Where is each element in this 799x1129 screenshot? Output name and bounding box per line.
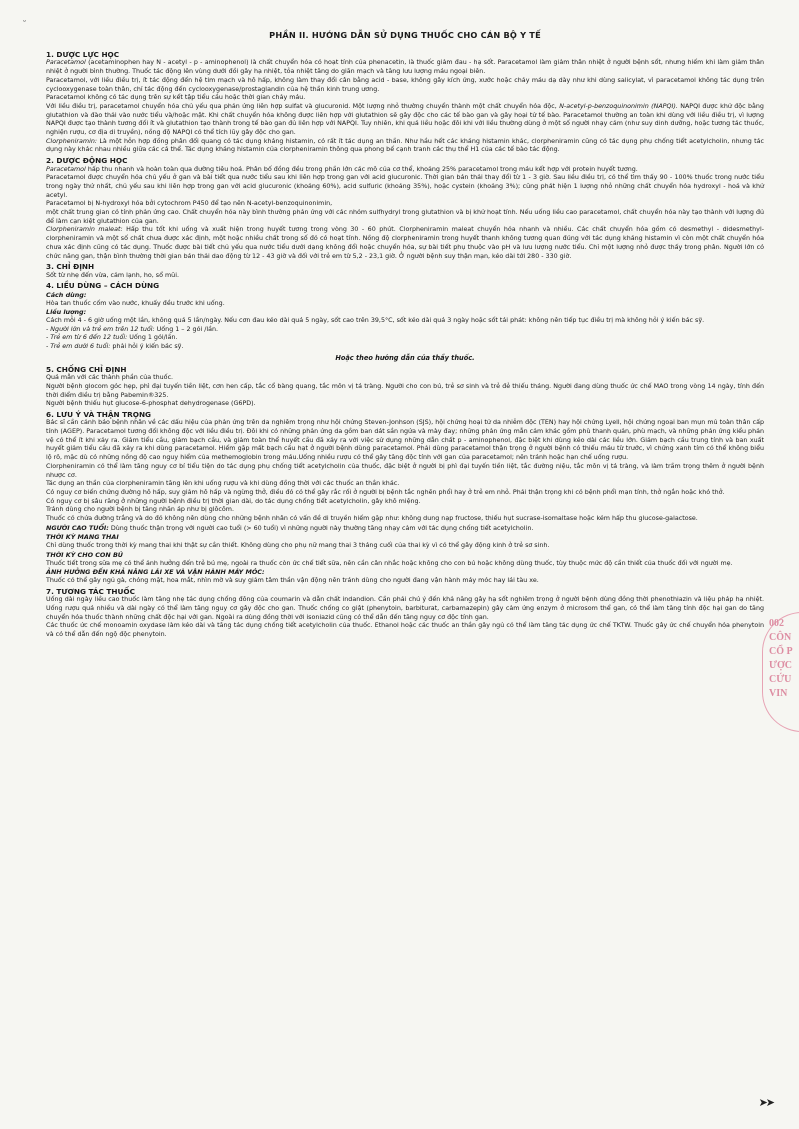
document-page xyxy=(46,26,764,640)
paragraph xyxy=(46,138,764,155)
paragraph: Sốt từ nhẹ đến vừa, cảm lạnh, ho, sổ mũi. xyxy=(46,271,179,279)
term: - Trẻ em từ 6 đến 12 tuổi: xyxy=(46,334,128,342)
paragraph: một chất trung gian có tính phản ứng cao. Chất chuyển hóa này bình thường phản ứng với các nhóm sulfhydryl trong glutathion và bị khử hoạt tính. Nếu uống liều cao paracetamol, chất chuyển hóa này tạo thành với lượng đủ để làm cạn kiệt glutathion của gan. xyxy=(46,209,764,225)
stamp-text: CỔ P xyxy=(769,646,793,657)
paragraph: Clorpheniramin có thể làm tăng nguy cơ bí tiểu tiện do tác dụng phụ chống tiết acetylcholin của thuốc, đặc biệt ở người bị phì đại tuyến tiền liệt, tắc đường niệu, tắc môn vị tá tràng, và làm trầm trọng thêm ở người bệnh nhược cơ. xyxy=(46,462,764,479)
text: (acetaminophen hay N - acetyl - p - aminophenol) là chất chuyển hóa có hoạt tính của phenacetin, là thuốc giảm đau - hạ sốt. Paracetamol làm giảm thân nhiệt ở người bệnh sốt, nhưng hiếm khi làm giảm thân nhiệt ở người bình thường. Thuốc tác động lên vùng dưới đồi gây hạ nhiệt, tỏa nhiệt tăng do giãn mạch và tăng lưu lượng máu ngoại biên. xyxy=(46,59,764,76)
section-heading-indications: 3. CHỈ ĐỊNH xyxy=(46,262,95,272)
paragraph: Quá mẫn với các thành phần của thuốc. xyxy=(46,374,174,382)
term: Paracetamol xyxy=(46,165,86,173)
text: NAPQI được khử độc bằng glutathion và đào thải vào nước tiểu và/hoặc mật. Khi chất chuyển hóa không được liên hợp với glutathion sẽ gây độc cho các tế bào gan và gây hoại tử tế bào. Paracetamol thường an toàn khi dùng với liều điều trị, vì lượng NAPQI được tạo thành tương đối ít và glutathion tạo thành trong tế bào gan đủ liên hợp với NAPQI. Tuy nhiên, khi quá liều hoặc đôi khi với liều thường dùng ở một số người nhạy cảm (như suy dinh dưỡng, hoặc tương tác thuốc, nghiện rượu, cơ địa di truyền), nồng độ NAPQI có thể tích lũy gây độc cho gan. xyxy=(46,102,764,137)
section-heading-dosage: 4. LIỀU DÙNG – CÁCH DÙNG xyxy=(46,281,160,291)
paragraph: Hòa tan thuốc cốm vào nước, khuấy đều trước khi uống. xyxy=(46,299,225,307)
subheading: ẢNH HƯỞNG ĐẾN KHẢ NĂNG LÁI XE VÀ VẬN HÀNH MÁY MÓC: xyxy=(46,568,265,577)
paragraph: Thuốc có thể gây ngủ gà, chóng mặt, hoa mắt, nhìn mờ và suy giảm tâm thần vận động nên tránh dùng cho người đang vận hành máy móc hay lái tàu xe. xyxy=(46,577,539,584)
text: Dùng thuốc thận trọng với người cao tuổi (> 60 tuổi) vì những người này thường tăng nhạy cảm với tác dụng chống tiết acetylcholin. xyxy=(110,524,534,532)
continue-arrow-icon: ➤➤ xyxy=(758,1096,773,1109)
paragraph: Bác sĩ cần cảnh báo bệnh nhân về các dấu hiệu của phản ứng trên da nghiêm trọng như hội chứng Steven-Jonhson (SJS), hội chứng hoại tử da nhiễm độc (TEN) hay hội chứng Lyell, hội chứng ngoại ban mụn mủ toàn thân cấp tính (AGEP). Paracetamol tương đối không độc với liều điều trị. Đôi khi có những phản ứng da gồm ban dát sần ngứa và mày đay; những phản ứng mẫn cảm khác gồm phù thanh quản, phù mạch, và những phản ứng kiểu phản vệ có thể ít khi xảy ra. Giảm tiểu cầu, giảm bạch cầu, và giảm toàn thể huyết cầu đã xảy ra với việc sử dụng những dẫn chất p - aminophenol, đặc biệt khi dùng kéo dài các liều lớn. Giảm bạch cầu trung tính và ban xuất huyết giảm tiểu cầu đã xảy ra khi dùng paracetamol. Hiếm gặp mất bạch cầu hạt ở người bệnh dùng paracetamol. Phải dùng paracetamol thận trọng ở người bệnh có thiếu máu từ trước, vì chứng xanh tím có thể không biểu lộ rõ, mặc dù có những nồng độ cao nguy hiểm của methemoglobin trong máu.Uống nhiều rượu có thể gây tăng độc tính với gan của paracetamol; nên tránh hoặc hạn chế uống rượu. xyxy=(46,419,764,462)
section-heading-pharmacokinetics: 2. DƯỢC ĐỘNG HỌC xyxy=(46,156,128,166)
stamp-text: CỨU xyxy=(769,674,792,685)
paragraph xyxy=(46,166,764,175)
term: Clorpheniramin maleat: xyxy=(46,226,123,234)
paragraph: Người bệnh glocom góc hẹp, phì đại tuyến tiền liệt, cơn hen cấp, tắc cổ bàng quang, tắc môn vị tá tràng. Người cho con bú, trẻ sơ sinh và trẻ đẻ thiếu tháng. Người đang dùng thuốc ức chế MAO trong vòng 14 ngày, tính đến thời điểm điều trị bằng Pabemin®325. xyxy=(46,382,764,399)
list-item xyxy=(46,326,764,335)
text: Với liều điều trị, paracetamol chuyển hóa chủ yếu qua phản ứng liên hợp sulfat và glucuronid. Một lượng nhỏ thường chuyển thành một chất chuyển hóa độc, xyxy=(46,102,557,110)
section-heading-contraindications: 5. CHỐNG CHỈ ĐỊNH xyxy=(46,364,127,374)
paragraph: Thuốc tiết trong sữa mẹ có thể ảnh hưởng đến trẻ bú mẹ, ngoài ra thuốc còn ức chế tiết sữa, nên cần cân nhắc hoặc không cho con bú hoặc không dùng thuốc, tùy thuộc mức độ cần thiết của thuốc đối với người mẹ. xyxy=(46,559,733,567)
term: NGƯỜI CAO TUỔI: xyxy=(46,523,109,532)
paragraph: Cách mỗi 4 - 6 giờ uống một lần, không quá 5 lần/ngày. Nếu cơn đau kéo dài quá 5 ngày, sốt cao trên 39,5°C, sốt kéo dài quá 3 ngày hoặc sốt tái phát: không nên tiếp tục điều trị mà không hỏi ý kiến bác sỹ. xyxy=(46,316,705,324)
term: Clorpheniramin: xyxy=(46,137,98,145)
subheading: THỜI KỲ MANG THAI xyxy=(46,533,119,542)
term: - Trẻ em dưới 6 tuổi: xyxy=(46,343,111,351)
text: Uống 1 – 2 gói /lần. xyxy=(156,325,219,333)
section-heading-precautions: 6. LƯU Ý VÀ THẬN TRỌNG xyxy=(46,409,152,419)
paragraph: Có nguy cơ biến chứng đường hô hấp, suy giảm hô hấp và ngừng thở, điều đó có thể gây rắc rối ở người bị bệnh tắc nghẽn phổi hay ở trẻ em nhỏ. Phải thận trọng khi có bệnh phổi mạn tính, thở ngắn hoặc khó thở. xyxy=(46,488,725,496)
paragraph: Các thuốc ức chế monoamin oxydase làm kéo dài và tăng tác dụng chống tiết acetylcholin của thuốc. Ethanol hoặc các thuốc an thần gây ngủ có thể làm tăng tác dụng ức chế TKTW. Thuốc gây ức chế chuyển hóa phenytoin và có thể dẫn đến ngộ độc phenytoin. xyxy=(46,622,764,638)
page-title: PHẦN II. HƯỚNG DẪN SỬ DỤNG THUỐC CHO CÁN BỘ Y TẾ xyxy=(269,30,541,40)
subheading: THỜI KỲ CHO CON BÚ xyxy=(46,550,123,559)
stamp-text: 002 xyxy=(769,618,784,629)
section-heading-pharmacodynamics: 1. DƯỢC LỰC HỌC xyxy=(46,50,120,59)
paragraph: Tác dụng an thần của clorpheniramin tăng lên khi uống rượu và khi dùng đồng thời với các thuốc an thần khác. xyxy=(46,480,400,488)
paragraph: Thuốc có chứa đường trắng và do đó không nên dùng cho những bệnh nhân có vấn đề di truyền hiếm gặp như: không dung nạp fructose, thiếu hụt sucrase-isomaltase hoặc kém hấp thu glucose-galactose. xyxy=(46,515,698,523)
paragraph: Paracetamol không có tác dụng trên sự kết tập tiểu cầu hoặc thời gian chảy máu. xyxy=(46,94,306,102)
term: Paracetamol xyxy=(46,59,86,67)
paragraph xyxy=(46,59,764,76)
stamp-text: VIN xyxy=(769,688,788,699)
text: Là một hỗn hợp đồng phân đối quang có tác dụng kháng histamin, có rất ít tác dụng an thần. Như hầu hết các kháng histamin khác, clorpheniramin cũng có tác dụng phụ chống tiết acetylcholin, nhưng tác dụng này khác nhau nhiều giữa các cá thể. Tác dụng kháng histamin của clorpheniramin thông qua phong bế cạnh tranh các thụ thể H1 của các tế bào tác động. xyxy=(46,137,764,154)
list-item xyxy=(46,334,764,343)
paragraph: Người bệnh thiếu hụt glucose-6-phosphat dehydrogenase (G6PD). xyxy=(46,400,256,408)
paragraph: Chỉ dùng thuốc trong thời kỳ mang thai khi thật sự cần thiết. Không dùng cho phụ nữ mang thai 3 tháng cuối của thai kỳ vì có thể gây động kinh ở trẻ sơ sinh. xyxy=(46,542,550,550)
paragraph: Paracetamol được chuyển hóa chủ yếu ở gan và bài tiết qua nước tiểu sau khi liên hợp trong gan với acid glucuronic. Thời gian bán thải thay đổi từ 1 - 3 giờ. Sau liều điều trị, có thể tìm thấy 90 - 100% thuốc trong nước tiểu trong ngày thứ nhất, chủ yếu sau khi liên hợp trong gan với acid glucuronic (khoảng 60%), acid sulfuric (khoảng 35%), hoặc cystein (khoảng 3%); cũng phát hiện 1 lượng nhỏ những chất chuyển hóa hydroxyl - hoá và khử acetyl. xyxy=(46,174,764,199)
text: hấp thu nhanh và hoàn toàn qua đường tiêu hoá. Phân bố đồng đều trong phần lớn các mô của cơ thể, khoảng 25% paracetamol trong máu kết hợp với protein huyết tương. xyxy=(87,165,638,173)
list-item xyxy=(46,343,764,352)
seal-stamp xyxy=(762,612,799,732)
subheading: Cách dùng: xyxy=(46,290,87,299)
centered-note: Hoặc theo hướng dẫn của thầy thuốc. xyxy=(335,353,475,362)
text: Hấp thu tốt khi uống và xuất hiện trong huyết tương trong vòng 30 - 60 phút. Clorpheniramin maleat chuyển hóa nhanh và nhiều. Các chất chuyển hóa gồm có desmethyl - didesmethyl- clorpheniramin và một số chất chưa được xác định, một hoặc nhiều chất trong số đó có hoạt tính. Nồng độ clorpheniramin trong huyết thanh không tương quan đúng với tác dụng kháng histamin vì còn một chất chuyển hóa chưa xác định cũng có tác dụng. Thuốc được bài tiết chủ yếu qua nước tiểu dưới dạng không đổi hoặc chuyển hóa, sự bài tiết phụ thuộc vào pH và lưu lượng nước tiểu. Chỉ một lượng nhỏ được thấy trong phân. Người lớn có chức năng gan, thận bình thường thời gian bán thải dao động từ 12 - 43 giờ và đối với trẻ em từ 5,2 - 23,1 giờ. Ở người bệnh suy thận mạn, kéo dài tới 280 - 330 giờ. xyxy=(46,226,764,260)
stamp-text: CÔN xyxy=(769,632,792,643)
section-heading-interactions: 7. TƯƠNG TÁC THUỐC xyxy=(46,586,135,596)
paragraph: Tránh dùng cho người bệnh bị tăng nhãn áp như bị glôcôm. xyxy=(46,506,234,514)
paragraph: Paracetamol bị N-hydroxyl hóa bởi cytochrom P450 để tạo nên N-acetyl-benzoquinonimin, xyxy=(46,200,333,208)
paragraph: Uống dài ngày liều cao thuốc làm tăng nhẹ tác dụng chống đông của coumarin và dẫn chất indandion. Cần phải chú ý đến khả năng gây hạ sốt nghiêm trọng ở người bệnh dùng đồng thời phenothiazin và liệu pháp hạ nhiệt. Uống rượu quá nhiều và dài ngày có thể làm tăng nguy cơ gây độc cho gan. Thuốc chống co giật (phenytoin, barbiturat, carbamazepin) gây cảm ứng enzym ở microsom thể gan, có thể làm tăng tính độc hại gan do tăng chuyển hóa thuốc thành những chất độc hại với gan. Ngoài ra dùng đồng thời với isoniazid cũng có thể dẫn đến tăng nguy cơ độc tính gan. xyxy=(46,596,764,621)
paragraph: Có nguy cơ bị sâu răng ở những người bệnh điều trị thời gian dài, do tác dụng chống tiết acetylcholin, gây khô miệng. xyxy=(46,497,421,505)
term: - Người lớn và trẻ em trên 12 tuổi: xyxy=(46,325,155,333)
text: phải hỏi ý kiến bác sỹ. xyxy=(112,343,184,351)
paragraph xyxy=(46,226,764,261)
paragraph: Paracetamol, với liều điều trị, ít tác động đến hệ tim mạch và hô hấp, không làm thay đổi cân bằng acid - base, không gây kích ứng, xước hoặc chảy máu dạ dày như khi dùng salicylat, vì paracetamol không tác dụng trên cyclooxygenase toàn thân, chỉ tác động đến cyclooxygenase/prostaglandin của hệ thần kinh trung ương. xyxy=(46,76,764,93)
text: Uống 1 gói/lần. xyxy=(129,334,178,342)
corner-mark: ˘ xyxy=(22,20,27,31)
subheading: Liều lượng: xyxy=(46,308,87,317)
paragraph xyxy=(46,524,764,534)
paragraph xyxy=(46,103,764,138)
stamp-text: ƯỢC xyxy=(769,660,792,671)
term: N-acetyl-p-benzoquinonimin (NAPQI). xyxy=(559,102,678,110)
